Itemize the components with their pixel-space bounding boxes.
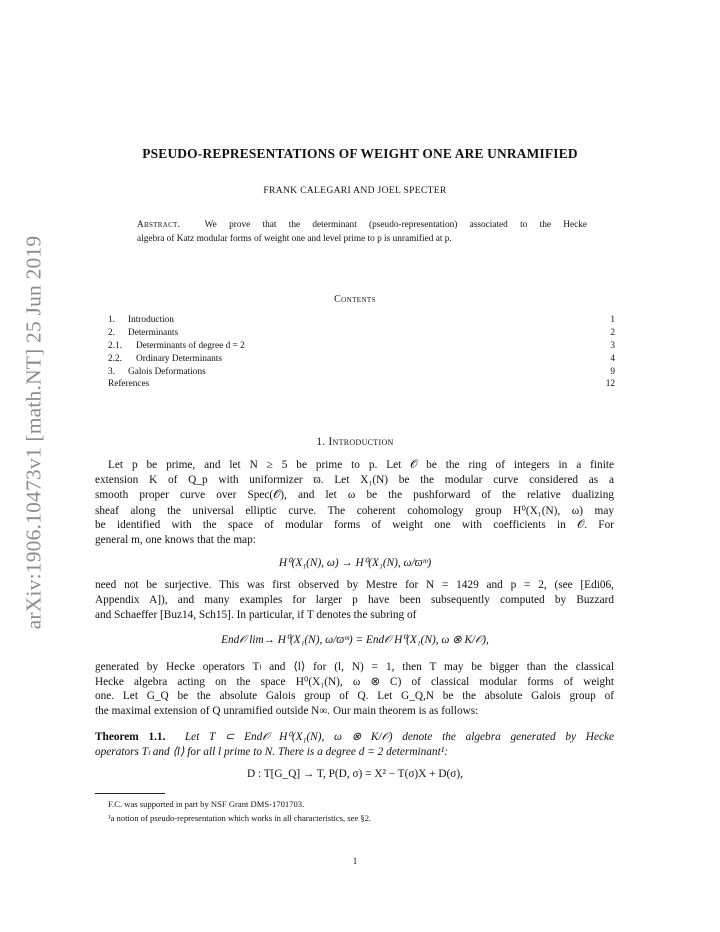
footnote-divider (95, 793, 165, 794)
toc-entry-page: 1 (610, 315, 615, 325)
toc-entry-number: 1. (108, 315, 115, 325)
toc-entry-number: 2.1. (108, 340, 122, 351)
arxiv-identifier-stamp (14, 212, 54, 652)
toc-entry-page: 4 (610, 353, 615, 364)
toc-entry-number: 2.2. (108, 353, 122, 364)
body-text-line: need not be surjective. This was first observed by Mestre for N = 1429 and p = 2, (see [Edi06, (95, 579, 614, 591)
body-text-line: generated by Hecke operators Tₗ and ⟨l⟩ for (l, N) = 1, then T may be bigger than the classical (95, 661, 614, 673)
abstract-line1-text: We prove that the determinant (pseudo-representation) associated to the Hecke (204, 220, 587, 230)
body-text-line: one. Let G_Q be the absolute Galois group of Q. Let G_Q,N be the absolute Galois group of (95, 690, 614, 702)
abstract-line-2: algebra of Katz modular forms of weight one and level prime to p is unramified at p. (137, 233, 452, 244)
table-of-contents (108, 314, 615, 391)
theorem-line1-text: Let T ⊂ End𝒪 H⁰(X₁(N), ω ⊗ K/𝒪) denote the algebra generated by Hecke (184, 731, 615, 743)
toc-entry-title: Galois Deformations (128, 366, 206, 377)
toc-entry-title: Introduction (128, 315, 174, 325)
theorem-line-1 (95, 730, 614, 744)
toc-entry[interactable] (108, 327, 615, 340)
body-text-line: and Schaeffer [Buz14, Sch15]. In particular, if T denotes the subring of (95, 609, 417, 621)
theorem-equation: D : T[G_Q] → T, P(D, σ) = X² − T(σ)X + D(σ), (247, 768, 463, 780)
paper-title: PSEUDO-REPRESENTATIONS OF WEIGHT ONE ARE UNRAMIFIED (142, 146, 578, 161)
toc-entry-title: Determinants of degree d = 2 (136, 340, 245, 351)
footnote-1: ¹a notion of pseudo-representation which works in all characteristics, see §2. (108, 813, 372, 823)
abstract-label: Abstract. (137, 220, 181, 230)
body-text-line: Let p be prime, and let N ≥ 5 be prime to p. Let 𝒪 be the ring of integers in a finite (108, 459, 614, 471)
toc-entry-title: References (108, 379, 150, 390)
arxiv-identifier: arXiv:1906.10473v1 [math.NT] 25 Jun 2019 (21, 235, 46, 629)
toc-entry[interactable] (108, 353, 615, 366)
toc-entry-number: 2. (108, 327, 115, 338)
footnote-funding: F.C. was supported in part by NSF Grant DMS-1701703. (108, 799, 305, 809)
theorem-line2-text: operators Tₗ and ⟨l⟩ for all l prime to N. There is a degree d = 2 determinant¹: (95, 746, 448, 758)
toc-entry[interactable] (108, 366, 615, 379)
toc-entry[interactable] (108, 378, 615, 391)
toc-entry[interactable] (108, 314, 615, 327)
abstract (137, 219, 587, 246)
toc-entry-page: 2 (610, 327, 615, 338)
body-text-line: sheaf along the universal elliptic curve. The coherent cohomology group H⁰(X₁(N), ω) may (95, 505, 614, 517)
body-text-line: be identified with the space of modular forms of weight one with coefficients in 𝒪. For (95, 519, 614, 531)
toc-entry-page: 3 (610, 340, 615, 351)
paper-authors: FRANK CALEGARI AND JOEL SPECTER (263, 185, 447, 196)
toc-entry[interactable] (108, 340, 615, 353)
equation-map: H⁰(X₁(N), ω) → H⁰(X₁(N), ω/ϖᵐ) (278, 557, 432, 569)
body-text-line: general m, one knows that the map: (95, 534, 256, 546)
toc-entry-number: 3. (108, 366, 115, 377)
toc-entry-title: Determinants (128, 327, 179, 338)
body-text-line: smooth proper curve over Spec(𝒪), and let ω be the pushforward of the relative dualizing (95, 489, 614, 501)
toc-entry-page: 9 (610, 366, 615, 377)
body-text-line: Hecke algebra acting on the space H⁰(X₁(N), ω ⊗ C) of classical modular forms of weight (95, 676, 614, 688)
toc-entry-title: Ordinary Determinants (136, 353, 222, 364)
body-text-line: Appendix A]), and many examples for larger p have been subsequently computed by Buzzard (95, 594, 614, 606)
equation-end-lim: End𝒪 lim→ H⁰(X₁(N), ω/ϖᵐ) = End𝒪 H⁰(X₁(N), ω ⊗ K/𝒪), (221, 634, 489, 646)
abstract-line-1 (137, 219, 587, 233)
body-text-line: the maximal extension of Q unramified outside N∞. Our main theorem is as follows: (95, 705, 479, 717)
contents-heading: Contents (334, 294, 376, 305)
theorem-line-2 (95, 745, 614, 758)
page-number: 1 (352, 856, 358, 866)
theorem-label: Theorem 1.1. (95, 731, 166, 743)
section-heading-introduction: 1. Introduction (316, 436, 394, 448)
body-text-line: extension K of Q_p with uniformizer ϖ. Let X₁(N) be the modular curve considered as a (95, 474, 614, 486)
toc-entry-page: 12 (605, 379, 615, 390)
